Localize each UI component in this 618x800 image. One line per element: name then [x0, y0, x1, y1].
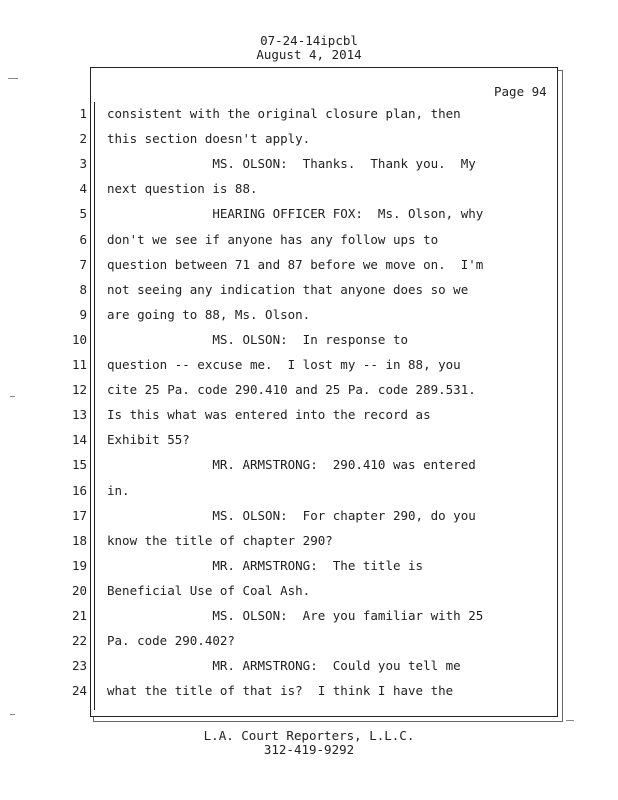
transcript-line: this section doesn't apply.: [107, 131, 311, 146]
line-number: 20: [71, 583, 87, 598]
line-number: 10: [71, 332, 87, 347]
line-number: 16: [71, 483, 87, 498]
transcript-line: question -- excuse me. I lost my -- in 88, you: [107, 357, 461, 372]
transcript-line: Is this what was entered into the record as: [107, 407, 431, 422]
transcript-line: don't we see if anyone has any follow ups to: [107, 232, 439, 247]
line-number: 4: [79, 181, 87, 196]
transcript-line: Beneficial Use of Coal Ash.: [107, 583, 311, 598]
line-number: 2: [79, 131, 87, 146]
line-number: 21: [71, 608, 87, 623]
line-number: 14: [71, 432, 87, 447]
transcript-line: HEARING OFFICER FOX: Ms. Olson, why: [107, 206, 484, 221]
transcript-line: MR. ARMSTRONG: Could you tell me: [107, 658, 461, 673]
transcript-line: in.: [107, 483, 130, 498]
transcript-line: not seeing any indication that anyone does so we: [107, 282, 469, 297]
line-number: 24: [71, 683, 87, 698]
line-number: 1: [79, 106, 87, 121]
transcript-line: are going to 88, Ms. Olson.: [107, 307, 311, 322]
line-number: 6: [79, 232, 87, 247]
transcript-line: MS. OLSON: Thanks. Thank you. My: [107, 156, 476, 171]
footer-company: L.A. Court Reporters, L.L.C.: [203, 728, 415, 743]
line-number: 7: [79, 257, 87, 272]
scan-speck: [10, 396, 15, 397]
line-number: 8: [79, 282, 87, 297]
transcript-line: Pa. code 290.402?: [107, 633, 235, 648]
transcript-line: MS. OLSON: Are you familiar with 25: [107, 608, 484, 623]
transcript-line: question between 71 and 87 before we move on. I'm: [107, 257, 484, 272]
transcript-line: consistent with the original closure plan, then: [107, 106, 461, 121]
line-number: 23: [71, 658, 87, 673]
page-number: Page 94: [494, 84, 547, 99]
header-date: August 4, 2014: [256, 47, 362, 62]
transcript-line: cite 25 Pa. code 290.410 and 25 Pa. code 289.531.: [107, 382, 476, 397]
transcript-line: next question is 88.: [107, 181, 258, 196]
scan-speck: [10, 714, 15, 715]
transcript-line: what the title of that is? I think I have the: [107, 683, 454, 698]
line-number: 13: [71, 407, 87, 422]
line-number: 9: [79, 307, 87, 322]
transcript-line: MS. OLSON: For chapter 290, do you: [107, 508, 476, 523]
line-number: 12: [71, 382, 87, 397]
line-number: 5: [79, 206, 87, 221]
line-number: 3: [79, 156, 87, 171]
line-number-rule: [94, 102, 95, 710]
transcript-line: Exhibit 55?: [107, 432, 190, 447]
line-number: 11: [71, 357, 87, 372]
header-file-code: 07-24-14ipcbl: [260, 33, 358, 48]
transcript-line: MR. ARMSTRONG: The title is: [107, 558, 424, 573]
line-number: 17: [71, 508, 87, 523]
line-number: 15: [71, 457, 87, 472]
line-number: 19: [71, 558, 87, 573]
footer-phone: 312-419-9292: [263, 742, 355, 757]
line-number: 18: [71, 533, 87, 548]
transcript-line: know the title of chapter 290?: [107, 533, 333, 548]
transcript-line: MR. ARMSTRONG: 290.410 was entered: [107, 457, 476, 472]
transcript-line: MS. OLSON: In response to: [107, 332, 409, 347]
line-number: 22: [71, 633, 87, 648]
scan-speck: [566, 720, 574, 721]
scan-speck: [8, 78, 18, 79]
